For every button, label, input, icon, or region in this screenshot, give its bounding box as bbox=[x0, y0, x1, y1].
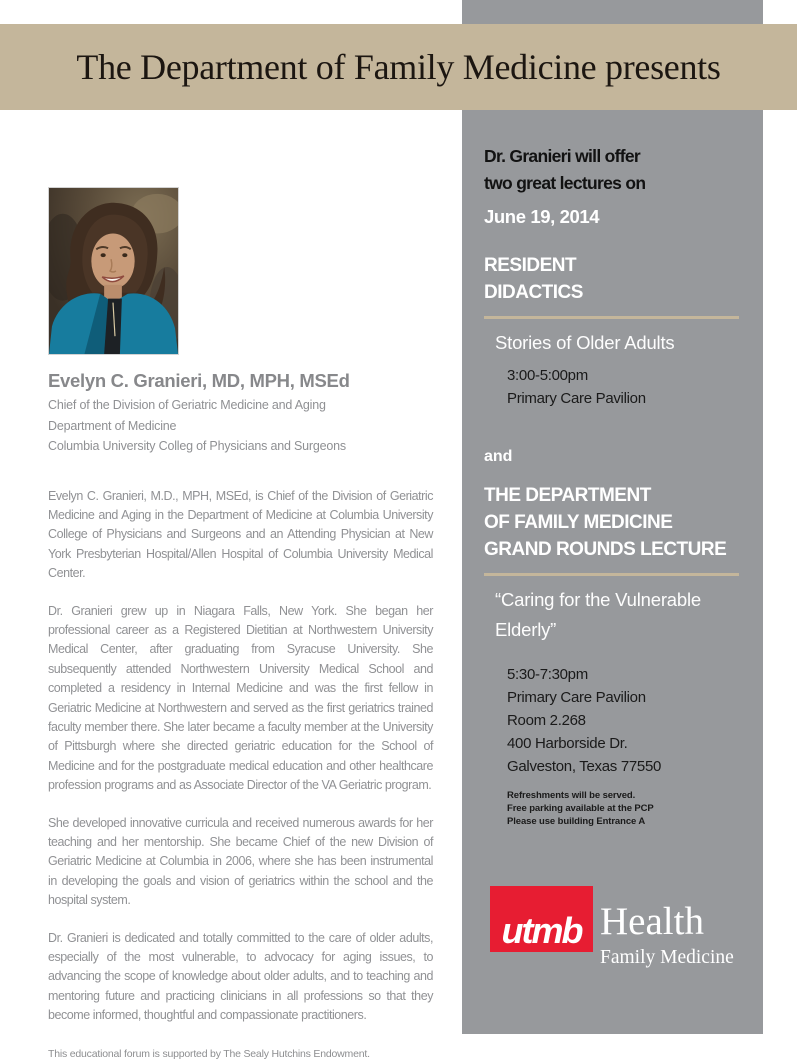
event2-note-line: Free parking available at the PCP bbox=[507, 803, 654, 814]
event2-heading-line: OF FAMILY MEDICINE bbox=[484, 512, 673, 533]
event-sidebar bbox=[462, 110, 763, 969]
divider bbox=[484, 316, 739, 319]
speaker-name: Evelyn C. Granieri, MD, MPH, MSEd bbox=[48, 370, 350, 391]
sidebar-intro-line: Dr. Granieri will offer bbox=[484, 146, 641, 166]
event2-time: 5:30-7:30pm bbox=[507, 666, 588, 683]
speaker-title-line: Chief of the Division of Geriatric Medicine and Aging bbox=[48, 398, 326, 412]
page-title: The Department of Family Medicine presents bbox=[76, 47, 721, 87]
speaker-title-line: Department of Medicine bbox=[48, 418, 177, 433]
speaker-titles bbox=[48, 395, 433, 457]
banner bbox=[0, 24, 797, 110]
event1-heading bbox=[484, 252, 739, 306]
event2-details bbox=[507, 663, 739, 778]
event2-location-line: Galveston, Texas 77550 bbox=[507, 758, 662, 775]
sidebar-intro bbox=[484, 143, 739, 197]
utmb-wordmark: utmb bbox=[501, 910, 582, 951]
bio-paragraph: Dr. Granieri is dedicated and totally committed to the care of older adults, especially of the most vulnerable, to advocacy for aging issues, to advancing the scope of knowledge about older adults, and to teaching and mentoring future and practicing clinicians in all professions so that they become informed, thoughtful and compassionate practitioners. bbox=[48, 930, 433, 1023]
event1-location: Primary Care Pavilion bbox=[507, 390, 646, 407]
event2-title-line: “Caring for the Vulnerable bbox=[495, 589, 701, 610]
bio-paragraph: Evelyn C. Granieri, M.D., MPH, MSEd, is Chief of the Division of Geriatric Medicine and Aging in the Department of Medicine at Columbia University College of Physicians and Surgeons and an Attending Physician at New York Presbyterian Hospital/Allen Hospital of Columbia University Medical Center. bbox=[48, 488, 433, 581]
event1-time: 3:00-5:00pm bbox=[507, 367, 588, 384]
utmb-logo-text bbox=[600, 886, 734, 969]
event2-notes bbox=[507, 789, 739, 828]
event1-title: Stories of Older Adults bbox=[495, 332, 675, 353]
event2-heading-line: GRAND ROUNDS LECTURE bbox=[484, 539, 727, 560]
speaker-photo bbox=[48, 187, 179, 355]
endowment-footnote: This educational forum is supported by The Sealy Hutchins Endowment. bbox=[48, 1047, 370, 1060]
speaker-title-line: Columbia University Colleg of Physicians and Surgeons bbox=[48, 439, 346, 453]
bio-paragraph: Dr. Granieri grew up in Niagara Falls, New York. She began her professional career as a Registered Dietitian at Northwestern University Medical Center, after graduating from Syracuse University. She subsequently attended Northwestern University Medical School and completed a residency in Internal Medicine and was the first fellow in Geriatric Medicine at Northwestern and served as the first geriatrics trained faculty member there. She later became a faculty member at the University of Pittsburgh where she directed geriatric education for the School of Medicine and for the postgraduate medical education and other healthcare profession programs and as Associate Director of the VA Geriatric program. bbox=[48, 603, 433, 793]
utmb-department-label: Family Medicine bbox=[600, 946, 734, 968]
speaker-section bbox=[48, 110, 433, 1060]
event2-note-line: Refreshments will be served. bbox=[507, 790, 636, 801]
event1-heading-line: DIDACTICS bbox=[484, 282, 583, 303]
bio-paragraph: She developed innovative curricula and received numerous awards for her teaching and her mentorship. She became Chief of the new Division of Geriatric Medicine at Columbia in 2006, where she has been instrumental in developing the goals and vision of geriatrics within the school and the hospital system. bbox=[48, 815, 433, 908]
event2-location-line: Primary Care Pavilion bbox=[507, 689, 646, 706]
event1-details bbox=[507, 364, 739, 410]
and-connector: and bbox=[484, 448, 513, 465]
event2-heading bbox=[484, 482, 739, 563]
divider bbox=[484, 573, 739, 576]
event2-title-line: Elderly” bbox=[495, 619, 557, 640]
event-date: June 19, 2014 bbox=[484, 206, 600, 227]
utmb-health-logo bbox=[490, 886, 739, 969]
sidebar-intro-line: two great lectures on bbox=[484, 173, 646, 193]
event2-location-line: 400 Harborside Dr. bbox=[507, 735, 628, 752]
utmb-health-label: Health bbox=[600, 900, 704, 943]
event2-location-line: Room 2.268 bbox=[507, 712, 586, 729]
speaker-bio bbox=[48, 487, 433, 1026]
event2-note-line: Please use building Entrance A bbox=[507, 816, 646, 827]
event2-heading-line: THE DEPARTMENT bbox=[484, 485, 651, 506]
event2-title bbox=[495, 585, 739, 645]
utmb-logo-box bbox=[490, 886, 593, 952]
event1-heading-line: RESIDENT bbox=[484, 255, 577, 276]
speaker-portrait-illustration bbox=[49, 188, 178, 354]
